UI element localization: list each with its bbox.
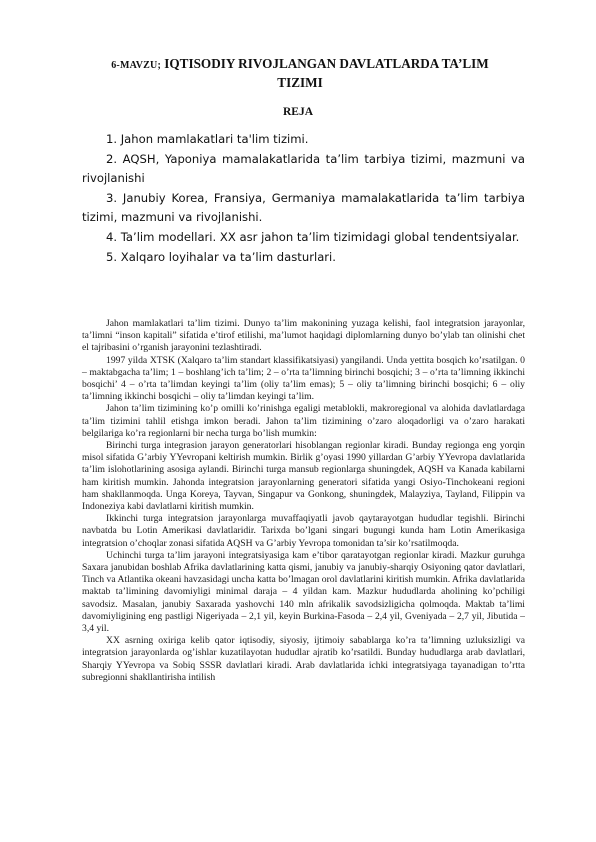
body-text [82,318,525,684]
topic-title-block [90,55,510,91]
plan-item: 4. Ta’lim modellari. XX asr jahon ta’lim tizimidagi global tendentsiyalar. [106,229,520,244]
paragraph: Jahon mamlakatlari ta’lim tizimi. Dunyo ta’lim makonining yuzaga kelishi, faol integratsion jarayonlar, ta’limni “inson kapitali” sifatida e’tirof etilishi, ma’lumot haqidagi diplomlarning dunyo bo’ylab tan olinishi chet el tajribasini o’rganish jarayonini tezlashtiradi. [82,318,525,354]
plan-list [82,130,525,267]
plan-item: 5. Xalqaro loyihalar va ta’lim dasturlari. [106,249,336,264]
topic-title: IQTISODIY RIVOJLANGAN DAVLATLARDA TA’LIM TIZIMI [164,56,489,90]
topic-number: 6-MAVZU; [111,60,161,71]
paragraph: Uchinchi turga ta’lim jarayoni integratsiyasiga kam e’tibor qaratayotgan regionlar kiradi. Mazkur guruhga Saxara janubidan boshlab Afrika davlatlarining katta qismi, janubiy va janubiy-sharqiy Osiyoning qator davlatlari, Tinch va Atlantika okeani havzasidagi uncha katta bo’lmagan orol davlatlarini kiritish mumkin. Afrika davlatlarida maktab ta’limining davomiyligi minimal daraja – 4 yildan kam. Mazkur hududlarda aholining ko’pchiligi savodsiz. Masalan, janubiy Saxarada yashovchi 140 mln afrikalik savodsizligicha qolmoqda. Maktab ta’limi davomiyligining eng pastligi Nigeriyada – 2,1 yil, keyin Burkina-Fasoda – 2,4 yil, Gveniyada – 2,7 yil, Jibutida – 3,4 yil. [82,549,525,635]
paragraph: XX asrning oxiriga kelib qator iqtisodiy, siyosiy, ijtimoiy sabablarga ko’ra ta’limning uzluksizligi va integratsion jarayonlarda og’ishlar kuzatilayotan hududlar ajratib ko’rsatildi. Bunday hududlarga arab davlatlari, Sharqiy YYevropa va Sobiq SSSR davlatlari kiradi. Arab davlatlarida ichki integratsiyaga tayanadigan to’rtta subregionni shakllantirisha intilish [82,635,525,683]
plan-item: 1. Jahon mamlakatlari ta'lim tizimi. [106,132,309,146]
plan-heading: REJA [282,106,314,118]
paragraph: Jahon ta’lim tizimining ko’p omilli ko’rinishga egaligi metablokli, makroregional va alohida davlatlardaga ta’lim tizimini tahlil etishga imkon beradi. Jahon ta’lim tizimining o’zaro aloqadorligi va o’zaro harakati belgilariga ko’ra regionlarni bir necha turga bo’lish mumkin: [82,403,525,439]
paragraph: Birinchi turga integrasion jarayon generatorlari hisoblangan regionlar kiradi. Bunday regionga eng yorqin misol sifatida G’arbiy YYevropani keltirish mumkin. Birlik g’oyasi 1990 yillardan G’arbiy YYevropa davlatlarida ta’lim islohotlarining asosiga aylandi. Birinchi turga mansub regionlarga shuningdek, AQSH va Kanada kabilarni ham kiritish mumkin. Jahonda integratsion jarayonlarning generatori sifatida yangi Osiyo-Tinchokeani regioni ham shakllanmoqda. Unga Koreya, Tayvan, Singapur va Gonkong, shuningdek, Malayziya, Tayland, Filippin va Indoneziya kabi davlatlarni kiritish mumkin. [82,440,525,513]
paragraph: Ikkinchi turga integratsion jarayonlarga muvaffaqiyatli javob qaytarayotgan hududlar tegishli. Birinchi navbatda bu Lotin Amerikasi davlatlaridir. Tarixda bo’lgani singari bugungi kunda ham Lotin Amerikasiga integratsion o’choqlar zonasi sifatida AQSH va G’arbiy Yevropa tomonidan ta’sir ko’rsatilmoqda. [82,513,525,549]
paragraph: 1997 yilda XTSK (Xalqaro ta’lim standart klassifikatsiyasi) yangilandi. Unda yettita bosqich ko’rsatilgan. 0 – maktabgacha ta’lim; 1 – boshlang’ich ta’lim; 2 – o’rta ta’limning birinchi bosqichi; 3 – o’rta ta’limning ikkinchi bosqichi’ 4 – o’rta ta’limdan keyingi ta’lim (oliy ta’lim emas); 5 – oliy ta’limning birinchi bosqichi; 6 – oliy ta’limning ikkinchi bosqichi – oliy ta’limdan keyingi ta’lim. [82,354,525,403]
plan-item: 2. AQSH, Yaponiya mamalakatlarida ta’lim tarbiya tizimi, mazmuni va rivojlanishi [82,151,525,186]
plan-item: 3. Janubiy Korea, Fransiya, Germaniya mamalakatlarida ta’lim tarbiya tizimi, mazmuni va rivojlanishi. [82,190,525,225]
